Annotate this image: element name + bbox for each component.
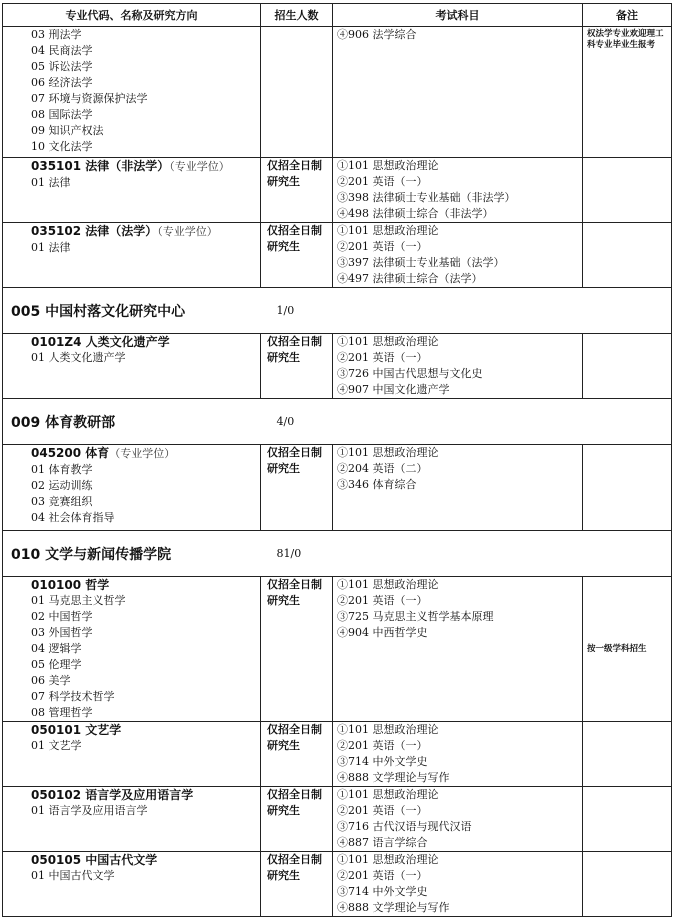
major-code: 010100 哲学 bbox=[31, 578, 110, 592]
direction-item: 05 伦理学 bbox=[31, 658, 82, 671]
remark-cell bbox=[583, 787, 672, 852]
exam-cell bbox=[333, 787, 583, 852]
exam-item: ③346 体育综合 bbox=[337, 478, 417, 491]
major-code: 0101Z4 人类文化遗产学 bbox=[31, 335, 170, 349]
exam-item: ④906 法学综合 bbox=[337, 28, 417, 41]
exam-item: ④888 文学理论与写作 bbox=[337, 901, 450, 914]
major-cell bbox=[3, 158, 261, 223]
exam-item: ①101 思想政治理论 bbox=[337, 159, 439, 172]
remark-cell bbox=[583, 158, 672, 223]
department-row bbox=[3, 531, 672, 577]
quota-cell: 仅招全日制研究生 bbox=[261, 787, 333, 852]
admissions-table bbox=[2, 3, 672, 917]
quota-cell: 仅招全日制研究生 bbox=[261, 722, 333, 787]
direction-item: 03 竞赛组织 bbox=[31, 495, 93, 508]
direction-item: 04 社会体育指导 bbox=[31, 511, 115, 524]
direction-item: 06 美学 bbox=[31, 674, 71, 687]
exam-item: ②201 英语（一） bbox=[337, 594, 428, 607]
header-quota: 招生人数 bbox=[261, 4, 333, 27]
direction-item: 01 文艺学 bbox=[31, 739, 82, 752]
major-cell bbox=[3, 852, 261, 917]
degree-type-note: （专业学位） bbox=[169, 160, 230, 173]
direction-item: 06 经济法学 bbox=[31, 76, 93, 89]
direction-item: 07 科学技术哲学 bbox=[31, 690, 115, 703]
direction-item: 05 诉讼法学 bbox=[31, 60, 93, 73]
major-code: 050102 语言学及应用语言学 bbox=[31, 788, 194, 802]
direction-item: 08 管理哲学 bbox=[31, 706, 93, 719]
exam-item: ①101 思想政治理论 bbox=[337, 853, 439, 866]
quota-cell: 仅招全日制研究生 bbox=[261, 445, 333, 531]
table-row bbox=[3, 223, 672, 288]
exam-item: ③714 中外文学史 bbox=[337, 885, 428, 898]
exam-item: ①101 思想政治理论 bbox=[337, 224, 439, 237]
table-header-row bbox=[3, 4, 672, 27]
quota-cell: 仅招全日制研究生 bbox=[261, 334, 333, 399]
major-cell bbox=[3, 445, 261, 531]
exam-item: ②204 英语（二） bbox=[337, 462, 428, 475]
department-name: 009 体育教研部 bbox=[3, 399, 261, 445]
direction-item: 01 马克思主义哲学 bbox=[31, 594, 126, 607]
major-code: 050101 文艺学 bbox=[31, 723, 122, 737]
exam-item: ③714 中外文学史 bbox=[337, 755, 428, 768]
remark-cell bbox=[583, 722, 672, 787]
remark-cell bbox=[583, 223, 672, 288]
degree-type-note: （专业学位） bbox=[157, 225, 218, 238]
table-row bbox=[3, 787, 672, 852]
exam-item: ①101 思想政治理论 bbox=[337, 446, 439, 459]
exam-cell bbox=[333, 577, 583, 722]
direction-item: 10 文化法学 bbox=[31, 140, 93, 153]
remark-cell bbox=[583, 334, 672, 399]
table-row bbox=[3, 445, 672, 531]
direction-item: 01 法律 bbox=[31, 176, 71, 189]
header-exams: 考试科目 bbox=[333, 4, 583, 27]
exam-item: ④498 法律硕士综合（非法学） bbox=[337, 207, 494, 220]
exam-item: ①101 思想政治理论 bbox=[337, 788, 439, 801]
exam-cell bbox=[333, 27, 583, 158]
department-name: 010 文学与新闻传播学院 bbox=[3, 531, 261, 577]
major-cell bbox=[3, 334, 261, 399]
direction-item: 02 中国哲学 bbox=[31, 610, 93, 623]
remark-text: 按一级学科招生 bbox=[587, 643, 647, 654]
header-major: 专业代码、名称及研究方向 bbox=[3, 4, 261, 27]
quota-cell: 仅招全日制研究生 bbox=[261, 577, 333, 722]
header-remark: 备注 bbox=[583, 4, 672, 27]
exam-cell bbox=[333, 722, 583, 787]
direction-item: 08 国际法学 bbox=[31, 108, 93, 121]
exam-item: ②201 英语（一） bbox=[337, 869, 428, 882]
quota-cell: 仅招全日制研究生 bbox=[261, 223, 333, 288]
quota-cell bbox=[261, 27, 333, 158]
major-cell bbox=[3, 577, 261, 722]
remark-cell bbox=[583, 445, 672, 531]
major-code: 045200 体育 bbox=[31, 446, 110, 460]
remark-cell: 权法学专业欢迎理工科专业毕业生报考 bbox=[583, 27, 672, 158]
major-code: 035102 法律（法学） bbox=[31, 224, 158, 238]
exam-item: ③716 古代汉语与现代汉语 bbox=[337, 820, 472, 833]
exam-item: ③726 中国古代思想与文化史 bbox=[337, 367, 483, 380]
exam-cell bbox=[333, 158, 583, 223]
direction-item: 01 法律 bbox=[31, 241, 71, 254]
department-row bbox=[3, 288, 672, 334]
exam-item: ①101 思想政治理论 bbox=[337, 335, 439, 348]
remark-cell bbox=[583, 852, 672, 917]
degree-type-note: （专业学位） bbox=[109, 447, 176, 460]
direction-item: 04 民商法学 bbox=[31, 44, 93, 57]
direction-item: 04 逻辑学 bbox=[31, 642, 82, 655]
table-row bbox=[3, 722, 672, 787]
exam-item: ④904 中西哲学史 bbox=[337, 626, 428, 639]
direction-item: 01 语言学及应用语言学 bbox=[31, 804, 148, 817]
direction-item: 09 知识产权法 bbox=[31, 124, 104, 137]
direction-item: 03 刑法学 bbox=[31, 28, 82, 41]
major-cell bbox=[3, 787, 261, 852]
department-count: 81/0 bbox=[261, 531, 333, 577]
exam-item: ④907 中国文化遗产学 bbox=[337, 383, 450, 396]
direction-item: 07 环境与资源保护法学 bbox=[31, 92, 148, 105]
major-code: 035101 法律（非法学） bbox=[31, 159, 170, 173]
exam-item: ③398 法律硕士专业基础（非法学） bbox=[337, 191, 516, 204]
table-row bbox=[3, 577, 672, 722]
exam-item: ①101 思想政治理论 bbox=[337, 723, 439, 736]
table-row bbox=[3, 27, 672, 158]
direction-item: 02 运动训练 bbox=[31, 479, 93, 492]
department-count: 4/0 bbox=[261, 399, 333, 445]
exam-item: ②201 英语（一） bbox=[337, 175, 428, 188]
exam-cell bbox=[333, 223, 583, 288]
exam-item: ①101 思想政治理论 bbox=[337, 578, 439, 591]
exam-item: ③397 法律硕士专业基础（法学） bbox=[337, 256, 505, 269]
direction-item: 01 中国古代文学 bbox=[31, 869, 115, 882]
table-row bbox=[3, 334, 672, 399]
exam-item: ③725 马克思主义哲学基本原理 bbox=[337, 610, 494, 623]
exam-item: ②201 英语（一） bbox=[337, 240, 428, 253]
major-cell bbox=[3, 27, 261, 158]
direction-item: 01 体育教学 bbox=[31, 463, 93, 476]
table-row bbox=[3, 158, 672, 223]
department-count: 1/0 bbox=[261, 288, 333, 334]
exam-item: ②201 英语（一） bbox=[337, 351, 428, 364]
remark-cell bbox=[583, 577, 672, 722]
exam-item: ④888 文学理论与写作 bbox=[337, 771, 450, 784]
exam-item: ②201 英语（一） bbox=[337, 739, 428, 752]
exam-item: ④497 法律硕士综合（法学） bbox=[337, 272, 483, 285]
department-name: 005 中国村落文化研究中心 bbox=[3, 288, 261, 334]
direction-item: 03 外国哲学 bbox=[31, 626, 93, 639]
exam-item: ④887 语言学综合 bbox=[337, 836, 428, 849]
exam-cell bbox=[333, 852, 583, 917]
quota-cell: 仅招全日制研究生 bbox=[261, 158, 333, 223]
quota-cell: 仅招全日制研究生 bbox=[261, 852, 333, 917]
exam-cell bbox=[333, 334, 583, 399]
exam-cell bbox=[333, 445, 583, 531]
department-row bbox=[3, 399, 672, 445]
direction-item: 01 人类文化遗产学 bbox=[31, 351, 126, 364]
table-row bbox=[3, 852, 672, 917]
major-code: 050105 中国古代文学 bbox=[31, 853, 158, 867]
major-cell bbox=[3, 722, 261, 787]
major-cell bbox=[3, 223, 261, 288]
exam-item: ②201 英语（一） bbox=[337, 804, 428, 817]
